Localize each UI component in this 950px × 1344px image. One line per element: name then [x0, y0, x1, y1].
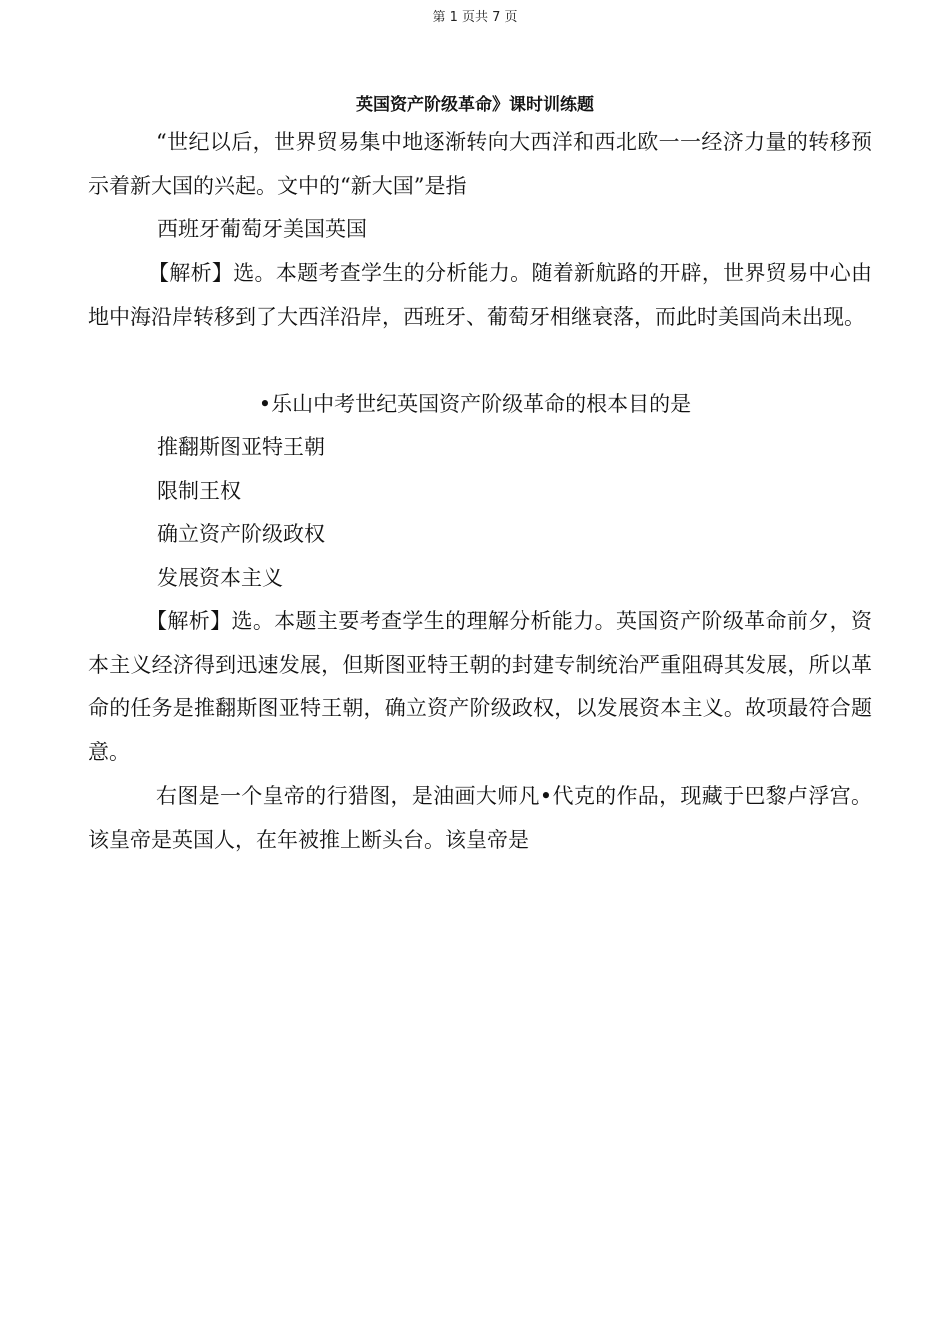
page-number-header: 第 1 页共 7 页	[432, 10, 518, 25]
question-3-stem: 右图是一个皇帝的行猎图，是油画大师凡•代克的作品，现藏于巴黎卢浮宫。该皇帝是英国人，在年被推上断头台。该皇帝是	[88, 784, 872, 852]
question-2-option-c: 确立资产阶级政权	[157, 522, 325, 546]
question-1-analysis: 【解析】选。本题考查学生的分析能力。随着新航路的开辟，世界贸易中心由地中海沿岸转移到了大西洋沿岸，西班牙、葡萄牙相继衰落，而此时美国尚未出现。	[88, 261, 872, 329]
question-2-analysis: 【解析】选。本题主要考查学生的理解分析能力。英国资产阶级革命前夕，资本主义经济得到迅速发展，但斯图亚特王朝的封建专制统治严重阻碍其发展，所以革命的任务是推翻斯图亚特王朝，确立资产阶级政权，以发展资本主义。故项最符合题意。	[88, 609, 872, 764]
document-title: 英国资产阶级革命》课时训练题	[356, 95, 594, 115]
question-1-options: 西班牙葡萄牙美国英国	[157, 217, 367, 241]
question-2-option-b: 限制王权	[157, 479, 241, 503]
question-1-stem: “世纪以后，世界贸易集中地逐渐转向大西洋和西北欧一一经济力量的转移预示着新大国的兴起。文中的“新大国”是指	[88, 130, 872, 198]
question-2-option-d: 发展资本主义	[157, 566, 283, 590]
question-2-option-a: 推翻斯图亚特王朝	[157, 435, 325, 459]
question-2-stem: •乐山中考世纪英国资产阶级革命的根本目的是	[258, 392, 692, 416]
